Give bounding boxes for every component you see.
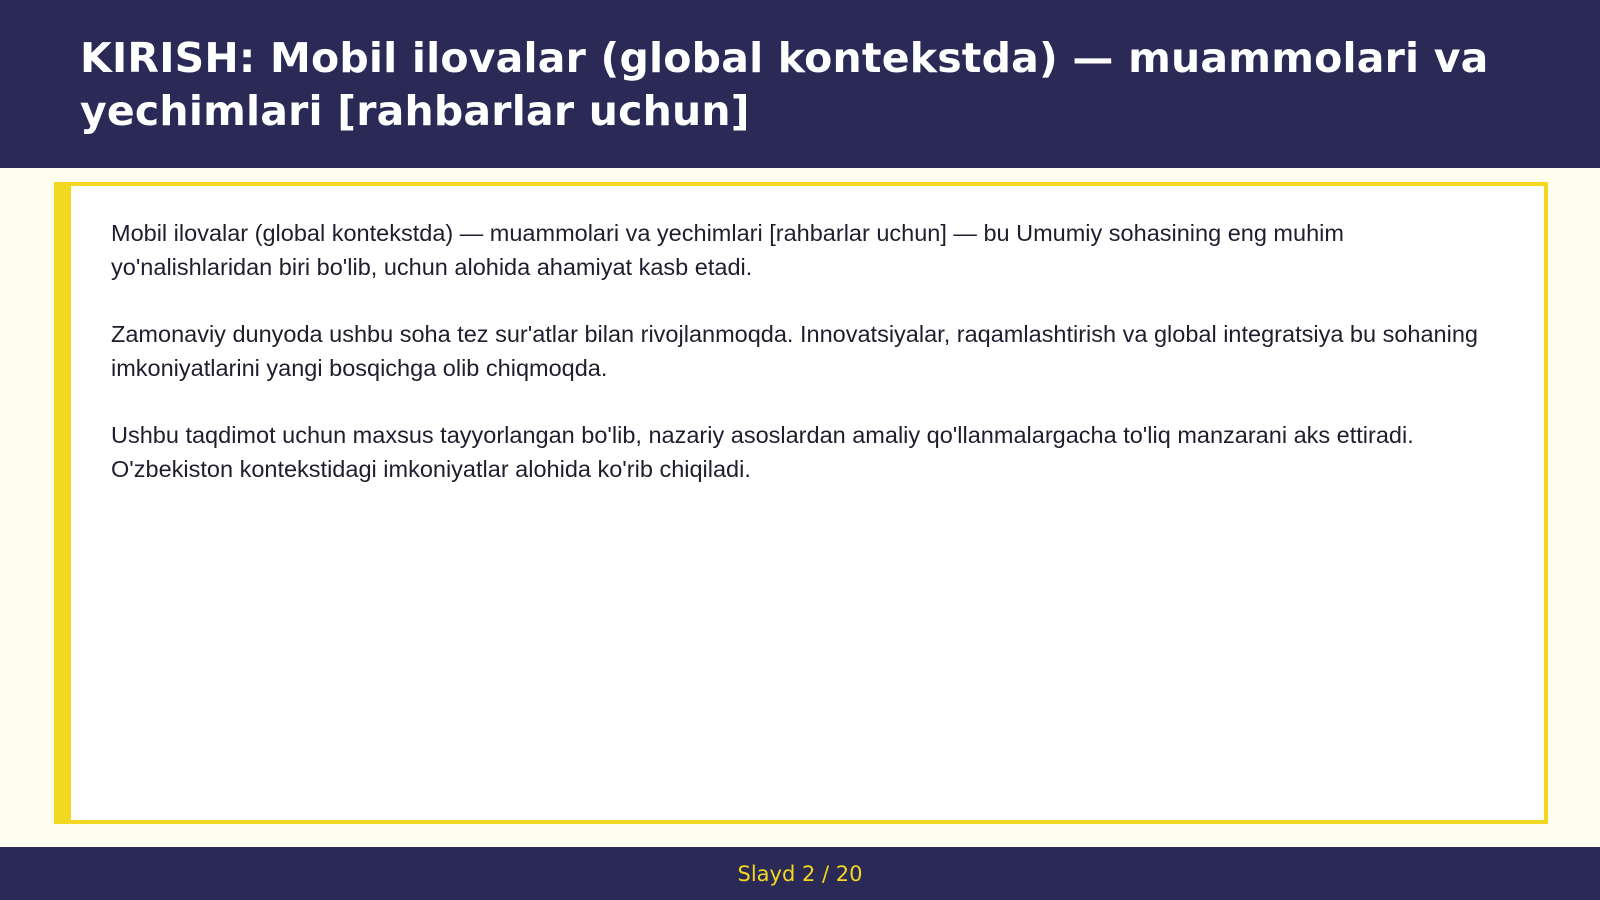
slide-footer bbox=[0, 847, 1600, 900]
paragraph-presentation-scope: Ushbu taqdimot uchun maxsus tayyorlangan bo'lib, nazariy asoslardan amaliy qo'llanmalargacha to'liq manzarani aks ettiradi. O'zbekiston kontekstidagi imkoniyatlar alohida ko'rib chiqiladi. bbox=[111, 422, 1414, 482]
slide-header bbox=[0, 0, 1600, 168]
slide-counter: Slayd 2 / 20 bbox=[737, 861, 863, 886]
paragraph-intro: Mobil ilovalar (global kontekstda) — muammolari va yechimlari [rahbarlar uchun] — bu Umumiy sohasining eng muhim yo'nalishlaridan biri bo'lib, uchun alohida ahamiyat kasb etadi. bbox=[111, 220, 1344, 280]
paragraph-modern-world: Zamonaviy dunyoda ushbu soha tez sur'atlar bilan rivojlanmoqda. Innovatsiyalar, raqamlashtirish va global integratsiya bu sohaning imkoniyatlarini yangi bosqichga olib chiqmoqda. bbox=[111, 321, 1478, 381]
slide-title: KIRISH: Mobil ilovalar (global kontekstda) — muammolari va yechimlari [rahbarlar uchun] bbox=[80, 34, 1489, 135]
content-card bbox=[54, 182, 1548, 824]
